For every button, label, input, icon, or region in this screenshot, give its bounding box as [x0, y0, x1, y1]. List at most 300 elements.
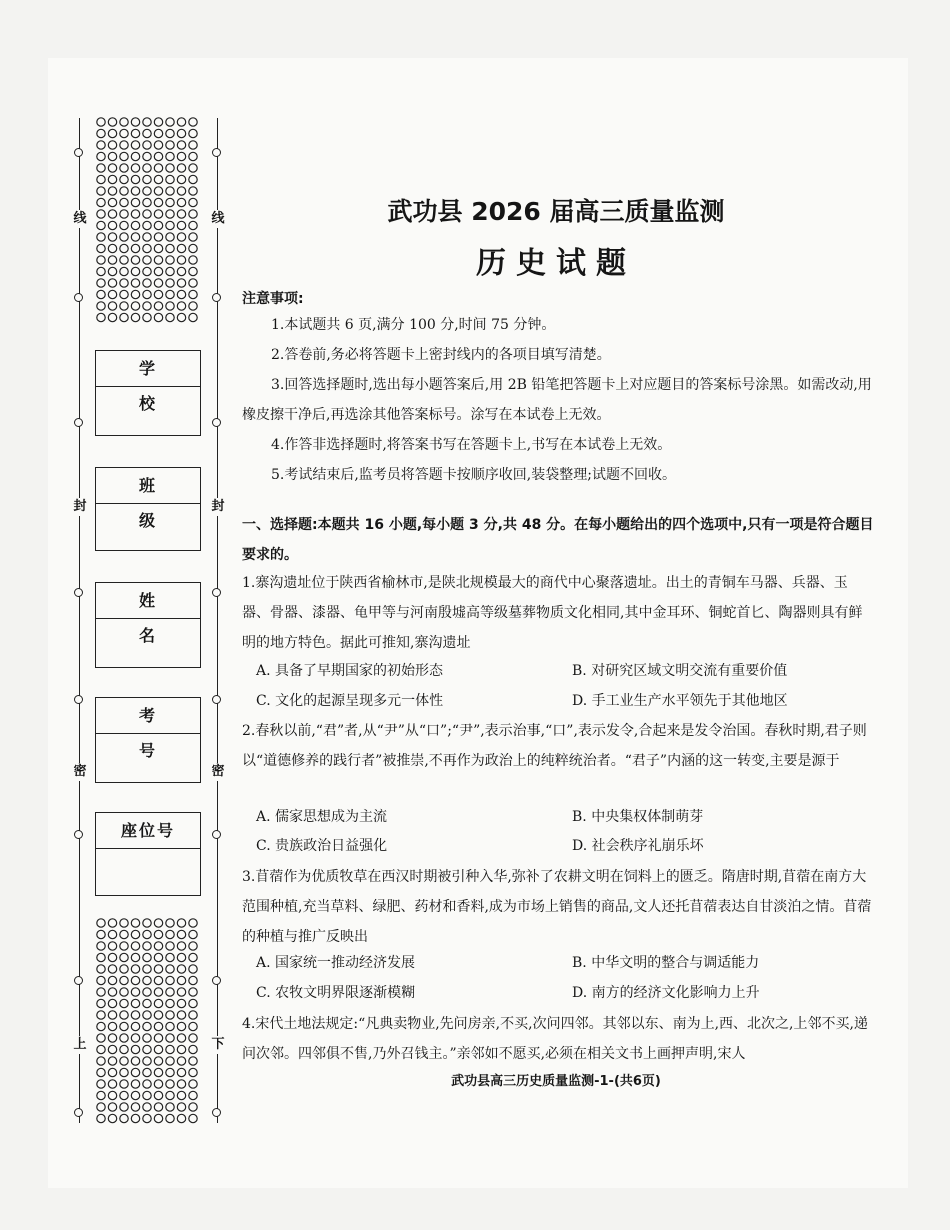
barcode-dot: [108, 233, 116, 241]
barcode-dot: [166, 302, 174, 310]
barcode-dot: [177, 198, 185, 206]
barcode-dot: [189, 942, 197, 950]
barcode-dot: [177, 313, 185, 321]
barcode-dot: [143, 965, 151, 973]
barcode-dot: [120, 187, 128, 195]
barcode-dot: [177, 942, 185, 950]
barcode-dot: [108, 267, 116, 275]
barcode-dot: [189, 187, 197, 195]
barcode-dot: [131, 1091, 139, 1099]
q3-option-a[interactable]: A. 国家统一推动经济发展: [256, 955, 416, 971]
barcode-dot: [154, 1034, 162, 1042]
barcode-dot: [154, 141, 162, 149]
barcode-dot: [143, 1068, 151, 1076]
barcode-dot: [108, 279, 116, 287]
barcode-dot: [143, 233, 151, 241]
barcode-dot-grid-bottom: [95, 917, 205, 1126]
barcode-dot: [97, 942, 105, 950]
notice-list: [242, 310, 874, 490]
q1-option-d[interactable]: D. 手工业生产水平领先于其他地区: [572, 693, 788, 709]
notice-item: 5.考试结束后,监考员将答题卡按顺序收回,装袋整理;试题不回收。: [271, 467, 676, 483]
barcode-dot: [154, 1114, 162, 1122]
barcode-dot: [154, 930, 162, 938]
barcode-dot: [154, 129, 162, 137]
barcode-dot: [143, 1022, 151, 1030]
barcode-dot: [177, 290, 185, 298]
name-label: 姓 名: [96, 583, 200, 619]
barcode-dot: [120, 999, 128, 1007]
barcode-dot: [131, 976, 139, 984]
barcode-dot: [177, 953, 185, 961]
barcode-dot: [131, 256, 139, 264]
barcode-dot: [189, 930, 197, 938]
barcode-dot: [189, 1114, 197, 1122]
barcode-dot: [177, 1057, 185, 1065]
barcode-dot: [143, 1011, 151, 1019]
barcode-dot: [189, 175, 197, 183]
barcode-dot: [143, 152, 151, 160]
barcode-dot: [120, 152, 128, 160]
class-field[interactable]: [95, 467, 201, 551]
class-label: 班 级: [96, 468, 200, 504]
barcode-dot: [97, 210, 105, 218]
barcode-dot: [177, 1114, 185, 1122]
barcode-dot: [189, 210, 197, 218]
barcode-dot: [131, 267, 139, 275]
notice-heading: 注意事项:: [242, 291, 304, 307]
question-4-stem: 4.宋代土地法规定:“凡典卖物业,先问房亲,不买,次问四邻。其邻以东、南为上,西、北次之,上邻不买,递问次邻。四邻俱不售,乃外召钱主。”亲邻如不愿买,必须在相关文书上画押声明,宋人: [242, 1016, 868, 1062]
barcode-dot: [189, 953, 197, 961]
barcode-dot: [177, 141, 185, 149]
barcode-dot: [131, 233, 139, 241]
barcode-dot: [131, 1080, 139, 1088]
barcode-dot: [120, 1011, 128, 1019]
barcode-dot: [97, 1103, 105, 1111]
barcode-dot: [189, 290, 197, 298]
barcode-dot: [154, 988, 162, 996]
barcode-dot: [131, 290, 139, 298]
barcode-dot: [97, 1068, 105, 1076]
barcode-dot: [177, 1022, 185, 1030]
barcode-dot: [108, 1045, 116, 1053]
barcode-dot: [120, 1068, 128, 1076]
barcode-dot: [97, 999, 105, 1007]
barcode-dot: [120, 129, 128, 137]
barcode-dot: [108, 210, 116, 218]
seal-char: 封: [70, 498, 90, 516]
barcode-dot: [143, 198, 151, 206]
barcode-dot: [166, 976, 174, 984]
q1-option-b[interactable]: B. 对研究区域文明交流有重要价值: [572, 663, 788, 679]
barcode-dot: [97, 290, 105, 298]
notice-item: 4.作答非选择题时,将答案书写在答题卡上,书写在本试卷上无效。: [271, 437, 672, 453]
notice-item: 2.答卷前,务必将答题卡上密封线内的各项目填写清楚。: [271, 347, 611, 363]
barcode-dot: [143, 1080, 151, 1088]
barcode-dot: [108, 244, 116, 252]
barcode-dot: [143, 1057, 151, 1065]
barcode-dot: [97, 279, 105, 287]
barcode-dot: [166, 210, 174, 218]
barcode-dot: [120, 1045, 128, 1053]
barcode-dot: [108, 1068, 116, 1076]
barcode-dot: [97, 152, 105, 160]
barcode-dot: [108, 930, 116, 938]
barcode-dot: [97, 118, 105, 126]
barcode-dot: [154, 1068, 162, 1076]
barcode-dot: [189, 988, 197, 996]
barcode-dot: [131, 244, 139, 252]
barcode-dot: [166, 164, 174, 172]
barcode-dot: [189, 1080, 197, 1088]
barcode-dot: [154, 164, 162, 172]
barcode-dot: [120, 118, 128, 126]
barcode-dot: [166, 1080, 174, 1088]
barcode-dot: [143, 1034, 151, 1042]
barcode-dot: [166, 1022, 174, 1030]
barcode-dot: [189, 999, 197, 1007]
barcode-dot: [131, 129, 139, 137]
barcode-dot: [166, 313, 174, 321]
barcode-dot: [108, 290, 116, 298]
barcode-dot: [131, 919, 139, 927]
barcode-dot: [189, 256, 197, 264]
barcode-dot: [108, 141, 116, 149]
school-label: 学 校: [96, 351, 200, 387]
barcode-dot: [131, 210, 139, 218]
barcode-dot: [108, 187, 116, 195]
barcode-dot: [108, 313, 116, 321]
seat-number-label: 座位号: [96, 813, 200, 849]
barcode-dot: [120, 302, 128, 310]
barcode-dot: [108, 919, 116, 927]
barcode-dot: [154, 965, 162, 973]
barcode-dot: [120, 210, 128, 218]
barcode-dot: [108, 1114, 116, 1122]
notice-item: 1.本试题共 6 页,满分 100 分,时间 75 分钟。: [271, 317, 556, 333]
barcode-dot: [131, 164, 139, 172]
barcode-dot: [131, 198, 139, 206]
barcode-dot: [154, 256, 162, 264]
barcode-dot: [143, 1045, 151, 1053]
barcode-dot: [189, 279, 197, 287]
barcode-dot: [166, 152, 174, 160]
barcode-dot: [131, 221, 139, 229]
question-2-stem: 2.春秋以前,“君”者,从“尹”从“口”;“尹”,表示治事,“口”,表示发令,合起来是发令治国。春秋时期,君子则以“道德修养的践行者”被推崇,不再作为政治上的纯粹统治者。“君子”内涵的这一转变,主要是源于: [242, 723, 867, 769]
barcode-dot: [97, 1045, 105, 1053]
barcode-dot: [154, 175, 162, 183]
page-footer: 武功县高三历史质量监测-1-(共6页): [451, 1074, 661, 1089]
barcode-dot: [177, 1045, 185, 1053]
barcode-dot: [120, 1057, 128, 1065]
barcode-dot: [97, 198, 105, 206]
barcode-dot: [154, 198, 162, 206]
barcode-dot: [154, 1022, 162, 1030]
barcode-dot: [97, 302, 105, 310]
barcode-dot: [154, 279, 162, 287]
barcode-dot: [166, 141, 174, 149]
barcode-dot: [189, 1034, 197, 1042]
barcode-dot: [177, 152, 185, 160]
barcode-dot: [154, 187, 162, 195]
barcode-dot: [143, 1091, 151, 1099]
barcode-dot: [154, 1103, 162, 1111]
q2-option-d[interactable]: D. 社会秩序礼崩乐坏: [572, 838, 704, 854]
barcode-dot: [143, 267, 151, 275]
barcode-dot: [166, 1114, 174, 1122]
barcode-dot: [166, 233, 174, 241]
barcode-dot: [97, 1080, 105, 1088]
q1-option-a[interactable]: A. 具备了早期国家的初始形态: [256, 663, 444, 679]
barcode-dot: [131, 988, 139, 996]
barcode-dot: [97, 175, 105, 183]
name-field[interactable]: [95, 582, 201, 668]
barcode-dot: [189, 1091, 197, 1099]
barcode-dot: [154, 152, 162, 160]
barcode-dot: [97, 976, 105, 984]
barcode-dot: [97, 233, 105, 241]
barcode-dot: [143, 988, 151, 996]
barcode-dot: [143, 999, 151, 1007]
barcode-dot: [189, 267, 197, 275]
barcode-dot: [108, 953, 116, 961]
barcode-dot: [154, 302, 162, 310]
barcode-dot: [108, 1022, 116, 1030]
barcode-dot: [166, 221, 174, 229]
barcode-dot: [189, 919, 197, 927]
barcode-dot: [154, 1011, 162, 1019]
barcode-dot: [154, 118, 162, 126]
question-3-stem: 3.苜蓿作为优质牧草在西汉时期被引种入华,弥补了农耕文明在饲料上的匮乏。隋唐时期,苜蓿在南方大范围种植,充当草料、绿肥、药材和香料,成为市场上销售的商品,文人还托苜蓿表达自甘淡泊之情。苜蓿的种植与推广反映出: [242, 869, 872, 945]
barcode-dot: [131, 1034, 139, 1042]
barcode-dot: [166, 930, 174, 938]
barcode-dot: [143, 1114, 151, 1122]
barcode-dot: [143, 187, 151, 195]
barcode-dot: [177, 256, 185, 264]
barcode-dot: [97, 129, 105, 137]
barcode-dot: [177, 129, 185, 137]
barcode-dot: [97, 1114, 105, 1122]
barcode-dot: [120, 1103, 128, 1111]
barcode-dot: [108, 1103, 116, 1111]
barcode-dot: [154, 221, 162, 229]
barcode-dot: [120, 198, 128, 206]
barcode-dot: [131, 1045, 139, 1053]
barcode-dot: [120, 988, 128, 996]
barcode-dot: [131, 175, 139, 183]
barcode-dot: [154, 313, 162, 321]
barcode-dot: [166, 244, 174, 252]
barcode-dot: [97, 953, 105, 961]
barcode-dot: [131, 279, 139, 287]
barcode-dot: [108, 1080, 116, 1088]
seal-char: 下: [208, 1036, 228, 1054]
barcode-dot: [143, 290, 151, 298]
barcode-dot: [120, 221, 128, 229]
barcode-dot: [143, 919, 151, 927]
barcode-dot: [177, 1034, 185, 1042]
barcode-dot: [143, 302, 151, 310]
barcode-dot: [189, 1045, 197, 1053]
barcode-dot: [131, 1068, 139, 1076]
barcode-dot: [108, 118, 116, 126]
barcode-dot: [166, 1091, 174, 1099]
barcode-dot: [97, 244, 105, 252]
barcode-dot: [131, 313, 139, 321]
barcode-dot: [154, 1045, 162, 1053]
school-field[interactable]: [95, 350, 201, 436]
seal-char: 上: [70, 1036, 90, 1054]
barcode-dot: [177, 1011, 185, 1019]
barcode-dot: [131, 1022, 139, 1030]
barcode-dot: [97, 221, 105, 229]
barcode-dot: [108, 1091, 116, 1099]
barcode-dot: [108, 942, 116, 950]
barcode-dot: [177, 221, 185, 229]
barcode-dot: [97, 1022, 105, 1030]
barcode-dot: [177, 233, 185, 241]
barcode-dot: [108, 152, 116, 160]
barcode-dot: [166, 187, 174, 195]
barcode-dot: [97, 930, 105, 938]
barcode-dot: [108, 965, 116, 973]
barcode-dot: [177, 302, 185, 310]
q3-option-c[interactable]: C. 农牧文明界限逐渐模糊: [256, 985, 416, 1001]
barcode-dot: [108, 1057, 116, 1065]
barcode-dot: [166, 1057, 174, 1065]
barcode-dot: [154, 210, 162, 218]
q2-option-a[interactable]: A. 儒家思想成为主流: [256, 809, 388, 825]
barcode-dot: [154, 267, 162, 275]
barcode-dot: [97, 164, 105, 172]
barcode-dot: [177, 210, 185, 218]
barcode-dot: [143, 953, 151, 961]
barcode-dot: [166, 256, 174, 264]
barcode-dot: [120, 164, 128, 172]
exam-title: 武功县 2026 届高三质量监测: [387, 197, 725, 226]
barcode-dot: [189, 129, 197, 137]
barcode-dot: [97, 919, 105, 927]
barcode-dot: [166, 198, 174, 206]
barcode-dot: [166, 942, 174, 950]
barcode-dot: [97, 256, 105, 264]
barcode-dot: [120, 175, 128, 183]
barcode-dot: [166, 129, 174, 137]
barcode-dot: [97, 141, 105, 149]
barcode-dot: [143, 313, 151, 321]
barcode-dot: [166, 1068, 174, 1076]
barcode-dot: [177, 1068, 185, 1076]
q2-option-b[interactable]: B. 中央集权体制萌芽: [572, 809, 704, 825]
barcode-dot: [189, 1022, 197, 1030]
barcode-dot: [189, 152, 197, 160]
barcode-dot: [108, 1011, 116, 1019]
barcode-dot: [131, 141, 139, 149]
barcode-dot: [189, 141, 197, 149]
barcode-dot: [177, 988, 185, 996]
barcode-dot: [108, 302, 116, 310]
subject-title: 历史试题: [476, 246, 636, 281]
barcode-dot: [120, 953, 128, 961]
barcode-dot: [143, 118, 151, 126]
q3-option-b[interactable]: B. 中华文明的整合与调适能力: [572, 955, 760, 971]
barcode-dot: [97, 1011, 105, 1019]
barcode-dot: [189, 1068, 197, 1076]
notice-item: 3.回答选择题时,选出每小题答案后,用 2B 铅笔把答题卡上对应题目的答案标号涂黑。如需改动,用橡皮擦干净后,再选涂其他答案标号。涂写在本试卷上无效。: [242, 377, 872, 423]
barcode-dot: [154, 919, 162, 927]
barcode-dot: [108, 256, 116, 264]
barcode-dot: [120, 313, 128, 321]
barcode-dot: [189, 1011, 197, 1019]
barcode-dot: [177, 976, 185, 984]
barcode-dot: [177, 1080, 185, 1088]
barcode-dot: [177, 175, 185, 183]
barcode-dot: [108, 164, 116, 172]
barcode-dot: [120, 1080, 128, 1088]
barcode-dot: [189, 221, 197, 229]
barcode-dot: [131, 1103, 139, 1111]
barcode-dot: [120, 290, 128, 298]
barcode-dot: [154, 999, 162, 1007]
barcode-dot: [97, 1091, 105, 1099]
barcode-dot: [177, 118, 185, 126]
seal-char: 密: [70, 763, 90, 781]
barcode-dot: [189, 233, 197, 241]
q1-option-c[interactable]: C. 文化的起源呈现多元一体性: [256, 693, 444, 709]
barcode-dot: [97, 187, 105, 195]
barcode-dot: [177, 267, 185, 275]
q2-option-c[interactable]: C. 贵族政治日益强化: [256, 838, 388, 854]
barcode-dot: [166, 965, 174, 973]
barcode-dot: [177, 1103, 185, 1111]
barcode-dot: [120, 141, 128, 149]
barcode-dot: [143, 244, 151, 252]
barcode-dot: [143, 930, 151, 938]
barcode-dot: [120, 1022, 128, 1030]
exam-number-field[interactable]: [95, 697, 201, 783]
barcode-dot: [120, 279, 128, 287]
barcode-dot: [97, 267, 105, 275]
barcode-dot: [143, 164, 151, 172]
barcode-dot: [177, 1091, 185, 1099]
q3-option-d[interactable]: D. 南方的经济文化影响力上升: [572, 985, 760, 1001]
barcode-dot: [131, 302, 139, 310]
barcode-dot: [189, 1057, 197, 1065]
barcode-dot: [120, 1114, 128, 1122]
seal-line-left: [74, 118, 86, 1123]
barcode-dot: [166, 988, 174, 996]
barcode-dot: [154, 290, 162, 298]
barcode-dot: [120, 267, 128, 275]
barcode-dot: [108, 988, 116, 996]
barcode-dot: [120, 942, 128, 950]
seat-number-field[interactable]: [95, 812, 201, 896]
barcode-dot: [108, 198, 116, 206]
barcode-dot: [143, 256, 151, 264]
barcode-dot: [166, 1045, 174, 1053]
barcode-dot: [108, 1034, 116, 1042]
barcode-dot: [97, 1034, 105, 1042]
barcode-dot: [166, 1011, 174, 1019]
barcode-dot: [166, 267, 174, 275]
barcode-dot: [120, 244, 128, 252]
barcode-dot: [131, 152, 139, 160]
barcode-dot: [143, 141, 151, 149]
barcode-dot: [166, 279, 174, 287]
barcode-dot: [108, 175, 116, 183]
barcode-dot: [154, 976, 162, 984]
barcode-dot: [120, 930, 128, 938]
barcode-dot: [120, 1034, 128, 1042]
